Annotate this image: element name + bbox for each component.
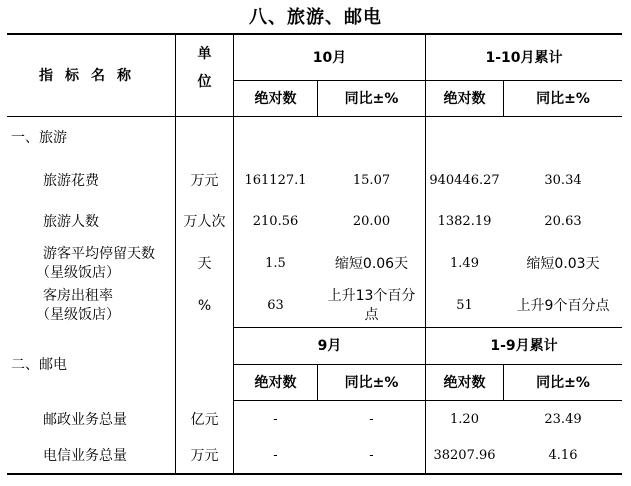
row-cum-yoy: 30.34 — [544, 173, 582, 188]
row-cum-yoy: 上升9个百分点 — [516, 298, 610, 314]
row-month-abs: 161127.1 — [244, 173, 307, 188]
row-name-line1: 游客平均停留天数 — [43, 246, 155, 262]
header-cum-abs: 绝对数 — [443, 90, 486, 107]
header-cum-yoy: 同比±% — [536, 90, 590, 107]
row-cum-yoy: 23.49 — [544, 412, 582, 427]
header-month-abs-2: 绝对数 — [254, 374, 297, 391]
row-cum-abs: 51 — [456, 298, 473, 313]
row-name-line2: （星级饭店） — [36, 307, 120, 323]
row-month-yoy: - — [369, 412, 374, 427]
header-unit-line2: 位 — [197, 74, 212, 90]
row-cum-abs: 38207.96 — [433, 448, 496, 463]
header-cum-yoy-2: 同比±% — [536, 374, 590, 391]
row-name-line1: 客房出租率 — [43, 288, 113, 304]
row-month-abs: 63 — [267, 298, 284, 313]
row-month-abs: 210.56 — [252, 214, 299, 229]
row-month-abs: - — [273, 448, 278, 463]
row-month-yoy: 缩短0.06天 — [334, 256, 409, 272]
row-month-abs: 1.5 — [265, 256, 286, 271]
rule-sub-bottom — [233, 400, 622, 401]
row-cum-yoy: 20.63 — [544, 214, 582, 229]
rule-header-bottom — [7, 116, 622, 117]
row-month-yoy-line2: 点 — [364, 307, 379, 323]
row-month-abs: - — [273, 412, 278, 427]
row-month-yoy: 20.00 — [352, 214, 391, 229]
row-unit: 亿元 — [190, 412, 219, 428]
row-name: 电信业务总量 — [43, 448, 127, 464]
row-name: 旅游人数 — [43, 214, 99, 230]
header-cum-abs-2: 绝对数 — [443, 374, 486, 391]
section-post: 二、邮电 — [11, 357, 67, 373]
row-name: 旅游花费 — [43, 173, 99, 189]
row-cum-abs: 1.49 — [450, 256, 479, 271]
header-month-yoy: 同比±% — [344, 90, 399, 107]
rule-bottom — [7, 473, 622, 475]
row-month-yoy: 15.07 — [352, 173, 391, 188]
row-cum-yoy: 4.16 — [548, 448, 578, 463]
section-tourism: 一、旅游 — [11, 130, 67, 146]
header-indicator-name: 指标名称 — [39, 67, 143, 84]
row-unit: 万元 — [190, 173, 219, 189]
row-cum-abs: 1382.19 — [437, 214, 492, 229]
row-month-yoy: - — [369, 448, 374, 463]
header-period-month-2: 9月 — [317, 338, 342, 354]
header-month-abs: 绝对数 — [254, 90, 297, 107]
row-cum-yoy: 缩短0.03天 — [526, 256, 600, 272]
header-period-cumulative: 1-10月累计 — [485, 49, 563, 66]
row-unit: 万元 — [190, 448, 219, 464]
header-period-cumulative-2: 1-9月累计 — [490, 338, 558, 354]
row-cum-abs: 940446.27 — [429, 173, 500, 188]
row-cum-abs: 1.20 — [450, 412, 479, 427]
row-name-line2: （星级饭店） — [36, 265, 120, 281]
page-title: 八、旅游、邮电 — [249, 7, 382, 28]
header-period-month: 10月 — [312, 49, 347, 66]
row-month-yoy-line1: 上升13个百分 — [327, 288, 416, 304]
row-unit: % — [197, 298, 212, 314]
row-name: 邮政业务总量 — [43, 412, 127, 428]
header-month-yoy-2: 同比±% — [344, 374, 399, 391]
header-unit-line1: 单 — [197, 46, 212, 62]
row-unit: 天 — [197, 256, 212, 272]
row-unit: 万人次 — [183, 214, 226, 230]
